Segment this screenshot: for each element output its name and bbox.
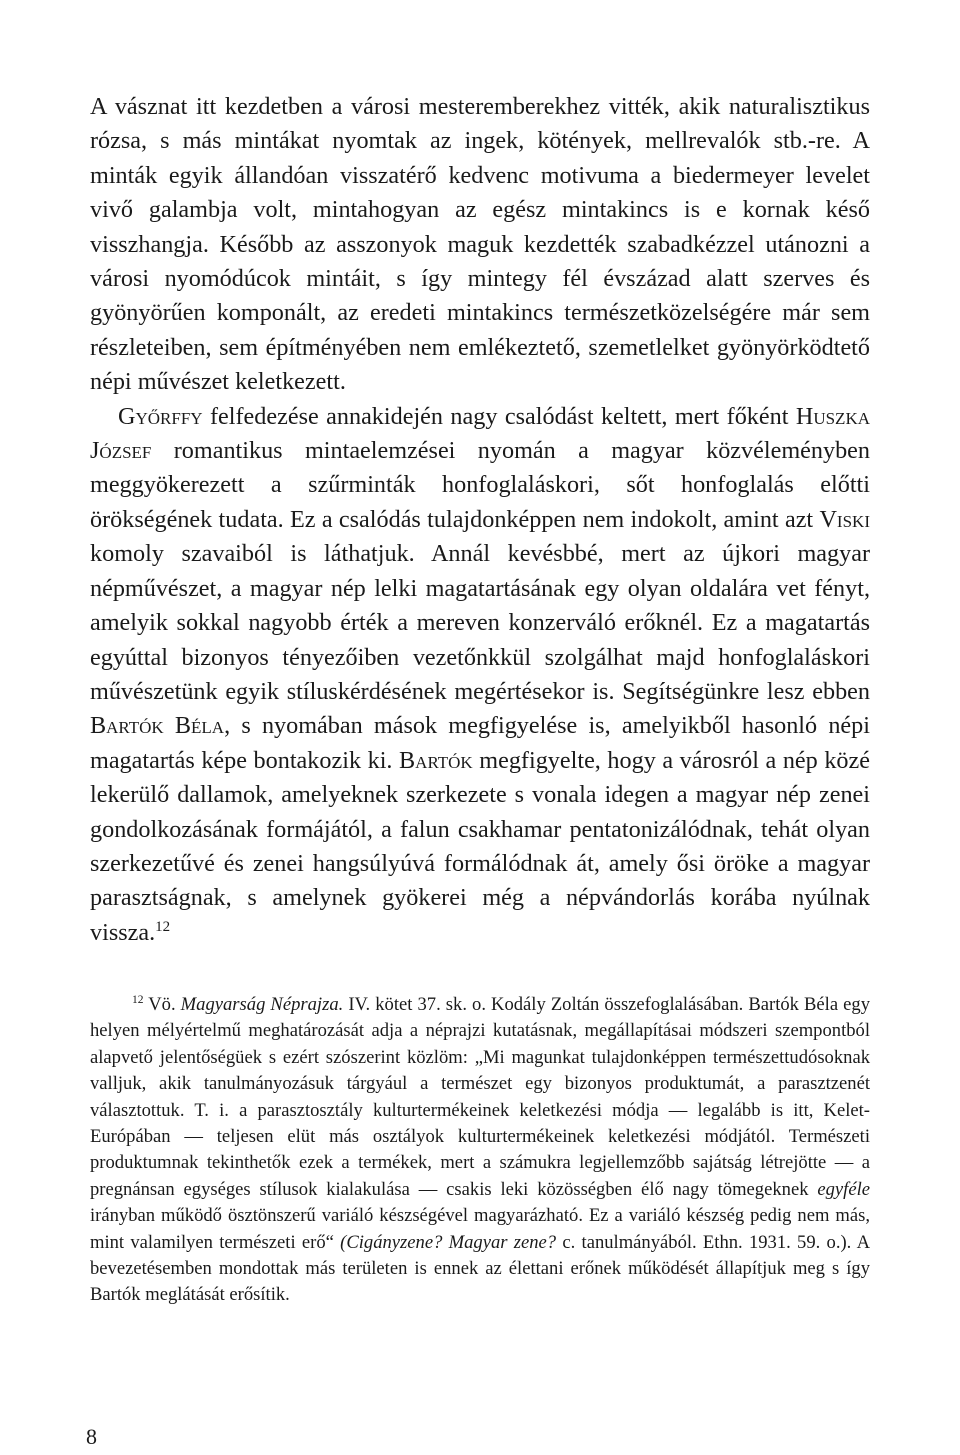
footnote-reference: 12 (155, 918, 171, 935)
name-viski: Viski (819, 505, 870, 533)
fn-text-3: irányban működő ösztönszerű variáló készségével magyarázható. Ez a variáló készség pedig nem más, mint valamilyen természeti erő“ (90, 1205, 870, 1253)
p2-text-5: megfigyelte, hogy a városról a nép közé lekerülő dallamok, amelyeknek szerkezete s vonala idegen a magyar nép zenei gondolkozásának formájától, a falun csakhamar pentatonizálódnak, tehát olyan szerkezetűvé és zenei hangsúlyúvá formálódnak át, amely ősi öröke a magyar parasztságnak, s amelynek gyökerei még a népvándorlás korába nyúlnak vissza. (90, 746, 870, 946)
footnote (90, 992, 870, 1309)
p2-text-1: felfedezése annakidején nagy csalódást keltett, mert főként (202, 402, 796, 430)
fn-title-1: Magyarság Néprajza. (180, 994, 344, 1015)
p2-text-3: komoly szavaiból is láthatjuk. Annál kevésbbé, mert az újkori magyar népművészet, a magyar nép lelki magatartásának egy olyan oldalára vet fényt, amelyik sokkal nagyobb érték a mereven konzerváló erőknél. Ez a magatartás egyúttal bizonyos tényezőiben vezetőnkkül szolgálhat majd honfoglaláskori művészetünk egyik stíluskérdésének megértésekor is. Segítségünkre lesz ebben (90, 540, 870, 705)
name-gyorffy: Győrffy (118, 402, 203, 430)
page-number: 8 (86, 1424, 97, 1449)
fn-text-2: IV. kötet 37. sk. o. Kodály Zoltán összefoglalásában. Bartók Béla egy helyen mélyértelmű meghatározását adja a néprajzi kutatásnak, megállapításai módszeri szempontból alapvető jelentőségüek s ezért szószerint közlöm: „Mi magunkat tulajdonképpen természettudósoknak valljuk, akik tanulmányozásuk tárgyául a természet egy bizonyos produktumát, a parasztzenét választottuk. T. i. a parasztosztály kulturtermékeinek keletkezési módja — legalább is itt, Kelet-Európában — teljesen elüt más osztályok kulturtermékeinek keletkezési módjától. Természeti produktumnak tekinthetők ezek a termékek, mert a számukra legjellemzőbb sajátság létrejötte — a pregnánsan egységes stílusok kialakulása — csakis leki közösségben élő nagy tömegeknek (90, 994, 870, 1200)
fn-title-2: (Cigányzene? Magyar zene? (340, 1231, 557, 1253)
p2-text-4: , s nyomában mások megfigyelése is, amelyikből hasonló népi magatartás képe bontakozik ki. (90, 712, 870, 774)
footnote-12 (90, 992, 870, 1309)
name-huszka: Huszka József (90, 402, 870, 465)
p2-text-2: romantikus mintaelemzései nyomán a magyar közvéleményben meggyökerezett a szűrminták honfoglaláskori, sőt honfoglalás előtti örökségének tudata. Ez a csalódás tulajdonképpen nem indokolt, amint azt (90, 437, 870, 533)
name-bartok-bela: Bartók Béla (90, 712, 225, 740)
fn-text-4: c. tanulmányából. Ethn. 1931. 59. o.). A bevezetésemben mondottak más területen is ennek az élettani erőnek működését állapítjuk meg s így Bartók meglátását erősítik. (90, 1231, 870, 1306)
paragraph-2 (90, 400, 870, 951)
paragraph-1: A vásznat itt kezdetben a városi mesteremberekhez vitték, akik naturalisztikus rózsa, s más mintákat nyomtak az ingek, kötények, mellrevalók stb.-re. A minták egyik állandóan visszatérő kedvenc motivuma a biedermeyer levelet vivő galambja volt, mintahogyan az egész mintakincs is e kornak késő visszhangja. Később az asszonyok maguk kezdették szabadkézzel utánozni a városi nyomódúcok mintáit, s így mintegy fél évszázad alatt szerves és gyönyörűen komponált, az eredeti mintakincs természetközelségére már sem részleteiben, sem építményében nem emlékeztető, szemetlelket gyönyörködtető népi művészet keletkezett. (90, 93, 870, 396)
name-bartok: Bartók (399, 746, 473, 774)
body-text (90, 90, 870, 950)
fn-emphasis: egyféle (817, 1178, 870, 1200)
footnote-number: 12 (132, 993, 144, 1006)
fn-text-1: Vö. (143, 994, 181, 1015)
